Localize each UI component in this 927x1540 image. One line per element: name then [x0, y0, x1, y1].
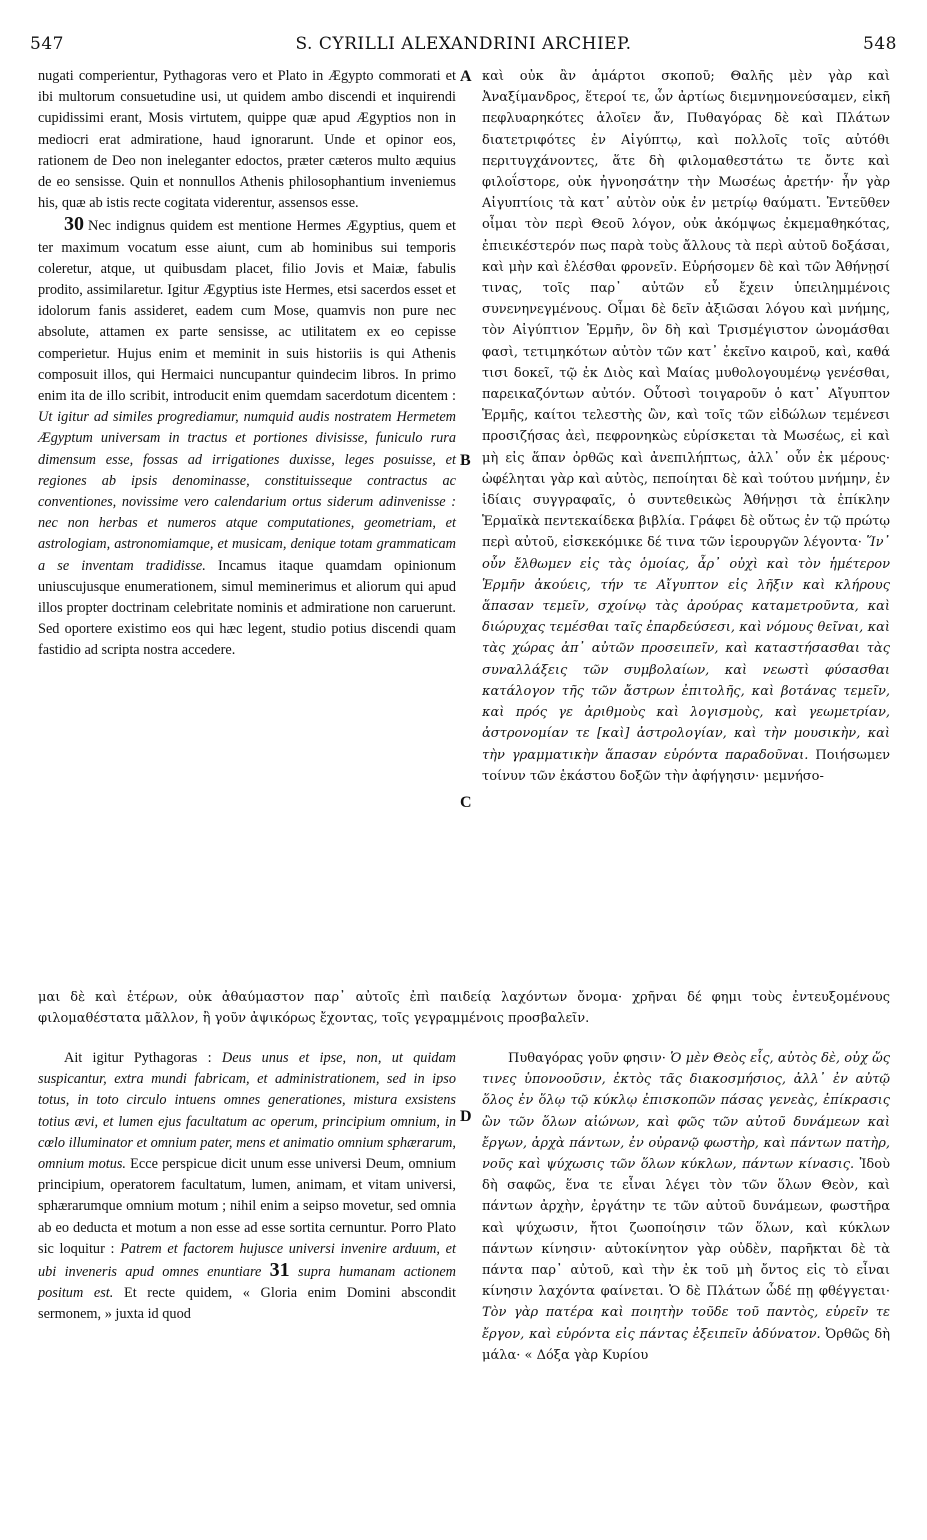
latin-text: Ait igitur Pythagoras :	[64, 1050, 212, 1066]
running-header	[30, 34, 897, 58]
margin-marker-b: B	[460, 452, 471, 469]
latin-column-bottom	[38, 1048, 456, 1326]
running-title: S. CYRILLI ALEXANDRINI ARCHIEP.	[295, 34, 632, 54]
latin-quotation: supra humanam actionem positum est.	[38, 1264, 457, 1302]
section-number: 30	[64, 213, 84, 236]
greek-text: Πυθαγόρας γοῦν φησιν·	[508, 1051, 666, 1066]
greek-paragraph	[482, 66, 890, 787]
greek-text: Ἰδοὺ δὴ σαφῶς, ἕνα τε εἶναι λέγει τὸν τῶν ὅλων Θεὸν, καὶ πάντων ἀρχὴν, ἐργάτην τε τῶν αὐτοῦ δυνάμεων, φωστῆρα καὶ ψύχωσιν, ἤτοι ζωοποίησιν τῶν ὅλων, καὶ κύκλων πάντων κίνησιν· αὐτοκίνητον γὰρ οὐδὲν, παρῆκται δὲ τὰ πάντα παρ᾽ αὐτοῦ, καὶ τὴν ἐκ τοῦ μὴ ὄντος εἰς τὸ εἶναι κίνησιν λαχόντα φαίνεται. Ὁ δὲ Πλάτων ὧδέ πῃ φθέγγεται·	[482, 1157, 890, 1300]
latin-quotation: Ut igitur ad similes progrediamur, numquid audis nostratem Hermetem Ægyptum universam in tractus et portiones divisisse, funiculo rura dimensum esse, fossas ad irrigationes duxisse, leges posuisse, et regiones ab ipsis denominasse, constituisseque contractus ac conventiones, novissime vero calendarium ortus siderum adinvenisse : nec non herbas et numeros atque computationes, geometriam, et astrologiam, astronomiamque, et musicam, denique totam grammaticam a se inventam tradidisse.	[38, 409, 456, 574]
greek-spanning-line: μαι δὲ καὶ ἑτέρων, οὐκ ἀθαύμαστον παρ᾽ αὐτοῖς ἐπὶ παιδείᾳ λαχόντων ὄνομα· χρῆναι δέ φημι τοὺς ἐντευξομένους φιλομαθέστατα μᾶλλον, ἢ γοῦν ἀψικόρως ἔχοντας, τοῖς γεγραμμένοις προσβαλεῖν.	[38, 990, 890, 1027]
greek-paragraph	[482, 1048, 890, 1366]
greek-quotation: Ὁ μὲν Θεὸς εἷς, αὐτὸς δὲ, οὐχ ὥς τινες ὑπονοοῦσιν, ἐκτὸς τᾶς διακοσμήσιος, ἀλλ᾽ ἐν αὐτῷ ὅλος ἐν ὅλῳ τῷ κύκλῳ ἐπισκοπῶν πάσας γενεὰς, ἐπίκρασις ὢν τῶν ὅλων αἰώνων, καὶ φῶς τῶν αὐτοῦ δυνάμεων καὶ ἔργων, ἀρχὰ πάντων, ἐν οὐρανῷ φωστὴρ, καὶ πάντων πατὴρ, νοῦς καὶ ψύχωσις τῶν ὅλων κύκλων, πάντων κίνασις.	[482, 1051, 890, 1173]
greek-quotation: Τὸν γὰρ πατέρα καὶ ποιητὴν τοῦδε τοῦ παντὸς, εὑρεῖν τε ἔργον, καὶ εὑρόντα εἰς πάντας ἐξειπεῖν ἀδύνατον.	[482, 1305, 890, 1342]
greek-text: Ποιήσωμεν τοίνυν τῶν ἑκάστου δοξῶν τὴν ἀφήγησιν· μεμνήσο-	[482, 747, 890, 784]
latin-column-top	[38, 66, 456, 662]
latin-paragraph	[38, 1048, 456, 1326]
latin-text: Incamus itaque quamdam opinionum uniuscujusque enumerationem, simul meminerimus et aliorum qui apud illos propter doctrinam celebritate nominis et admiratione non caruerunt. Sed oportere existimo eos qui hæc legent, studio potius discendi quam fastidio ad scripta nostra accedere.	[38, 557, 456, 659]
greek-column-top	[482, 66, 890, 787]
latin-text: Nec indignus quidem est mentione Hermes Ægyptius, quem et ter maximum vocatum esse aiunt, cum ab hominibus sui temporis coleretur, atque, ut quibusdam placet, filio Jovis et Maiæ, fabulis prodito, assimilaretur. Igitur Ægyptius iste Hermes, etsi sacerdos esset et idolorum fanis assideret, eadem cum Mose, quamvis non pure nec absolute, attamen ex parte sensisse, ac utilitatem ex eo cepisse comperietur. Hujus enim et meminit in suis historiis is qui Athenis composuit illos, qui Hermaici nuncupantur quindecim libros. In primo enim ita de illo scribit, introducit enim quemdam sacerdotum dicentem :	[38, 218, 456, 405]
page-number-right: 548	[863, 34, 897, 54]
greek-text: καὶ οὐκ ἂν ἁμάρτοι σκοποῦ; Θαλῆς μὲν γὰρ καὶ Ἀναξίμανδρος, ἕτεροί τε, ὧν ἀρτίως διεμνημονεύσαμεν, εἰκῆ πεφλυαρηκότες ἁλοῖεν ἄν, Πυθαγόρας δὲ καὶ Πλάτων διατετριφότες ἐν Αἰγύπτῳ, καὶ πολλοῖς τοῖς αὐτόθι περιτυγχάνοντες, ἅτε δὴ φιλομαθεστάτω τε ὄντε καὶ φιλοΐστορε, οὐκ ἠγνοησάτην τὴν Μωσέως ἀρετήν· ἦν γὰρ Αἰγυπτίοις τὰ κατ᾽ αὐτὸν οὐκ ἐν μετρίῳ θαύματι. Ἐντεῦθεν οἶμαι τὸν περὶ Θεοῦ λόγον, οὐκ ἀκόμψως ἐκμεμαθηκότας, ἐπιεικέστερόν πως παρὰ τοὺς ἄλλους τὰ περὶ αὐτοῦ δοξάσαι, καὶ μὴν καὶ ἑλέσθαι φρονεῖν. Εὑρήσομεν δὲ καὶ τῶν Ἀθήνῃσί τινας, τοῖς παρ᾽ αὐτῶν εὖ ἔχειν ὑπειλημμένοις συνενηνεγμένους. Οἶμαι δὲ δεῖν ἀξιῶσαι λόγου καὶ μνήμης, τὸν Αἰγύπτιον Ἑρμῆν, ὃν δὴ καὶ Τρισμέγιστον ὠνομάσθαι φασὶ, τετιμηκότων αὐτὸν τῶν κατ᾽ ἐκεῖνο καιροῦ, καὶ, καθά τισι δοκεῖ, τῷ ἐκ Διὸς καὶ Μαίας μυθολογουμένῳ γενέσθαι, παρεικαζόντων αὐτόν. Οὗτοσὶ τοιγαροῦν ὁ κατ᾽ Αἴγυπτον Ἑρμῆς, καίτοι τελεστὴς ὢν, καὶ τοῖς τῶν εἰδώλων τεμένεσι προσιζήσας ἀεὶ, πεφρονηκὼς εὑρίσκεται τὰ Μωσέως, εἰ καὶ μὴ εἰς ἅπαν ὀρθῶς καὶ ἀνεπιλήπτως, ἀλλ᾽ οὖν ἐκ μέρους· ὠφέληται γὰρ καὶ αὐτὸς, πεποίηται δὲ καὶ τούτου μνήμην, ἐν ἰδίαις συγγραφαῖς, ὁ συντεθεικὼς Ἀθήνῃσι τὰ ἐπίκλην Ἑρμαϊκὰ πεντεκαίδεκα βιβλία. Γράφει δὲ οὕτως ἐν τῷ πρώτῳ περὶ αὐτοῦ, εἰσκεκόμικε δέ τινα τῶν ἱερουργῶν λέγοντα·	[482, 69, 890, 551]
latin-text: Et recte quidem, « Gloria enim Domini abscondit sermonem, » juxta id quod	[38, 1285, 456, 1323]
latin-quotation: Patrem et factorem hujusce universi invenire arduum, et ubi inveneris apud omnes enuntiare	[38, 1240, 457, 1281]
greek-text: Ὀρθῶς δὴ μάλα· « Δόξα γὰρ Κυρίου	[482, 1326, 890, 1363]
latin-quotation: Deus unus et ipse, non, ut quidam suspicantur, extra mundi fabricam, et administrationem, sed in ipso totus, in toto circulo intuens omnes generationes, mistura exsistens totius ævi, et lumen ejus facultatum ac operum, principium omnium, in cœlo illuminator et omnium pater, mens et animatio omnium sphærarum, omnium motus.	[38, 1050, 456, 1173]
section-number: 31	[269, 1259, 290, 1282]
greek-column-bottom	[482, 1048, 890, 1366]
margin-marker-c: C	[460, 794, 472, 811]
latin-paragraph: nugati comperientur, Pythagoras vero et Plato in Ægypto commorati et ibi multorum consuetudine usi, ut quidem ambo discendi et inquirendi cupidissimi erant, Mosis virtutem, quippe quæ apud Ægyptios non in mediocri erat admiratione, haud ignorarunt. Unde et opinor eos, rationem de Deo non ineleganter edoctos, præter cæteros multo æquius de eo sensisse. Quin et nonnullos Athenis philosophantium inveniemus his, quæ ab istis recte cogitata viderentur, assensos esse.	[38, 68, 456, 212]
greek-quotation: Ἵν᾽ οὖν ἔλθωμεν εἰς τὰς ὁμοίας, ἆρ᾽ οὐχὶ καὶ τὸν ἡμέτερον Ἑρμῆν ἀκούεις, τήν τε Αἴγυπτον εἰς λῆξιν καὶ κλήρους ἅπασαν τεμεῖν, σχοίνῳ τὰς ἀρούρας καταμετροῦντα, καὶ διώρυχας τεμέσθαι ταῖς ἐπαρδεύσεσι, καὶ νόμους θεῖναι, καὶ τὰς χώρας ἀπ᾽ αὐτῶν προσειπεῖν, καὶ καταστήσασθαι τὰς συναλλάξεις τῶν συμβολαίων, καὶ νεωστὶ φύσασθαι κατάλογον τῆς τῶν ἄστρων ἐπιτολῆς, καὶ βοτάνας τεμεῖν, καὶ πρός γε ἀριθμοὺς καὶ λογισμοὺς, καὶ γεωμετρίαν, ἀστρονομίαν τε [καὶ] ἀστρολογίαν, καὶ τὴν μουσικὴν, καὶ τὴν γραμματικὴν ἅπασαν εὑρόντα παραδοῦναι.	[482, 535, 890, 763]
margin-marker-a: A	[460, 68, 472, 85]
margin-marker-d: D	[460, 1108, 472, 1125]
latin-paragraph	[38, 214, 456, 661]
latin-text: Ecce perspicue dicit unum esse universi Deum, omnium principium, operatorem facultatum, lumen, animam, et vitam universi, sphærarumque omnium motum ; nihil enim a seipso movetur, sed omnia ab eo deducta et motum a non esse ad esse sortita cernuntur. Porro Plato sic loquitur :	[38, 1156, 456, 1257]
page-number-left: 547	[30, 34, 64, 54]
